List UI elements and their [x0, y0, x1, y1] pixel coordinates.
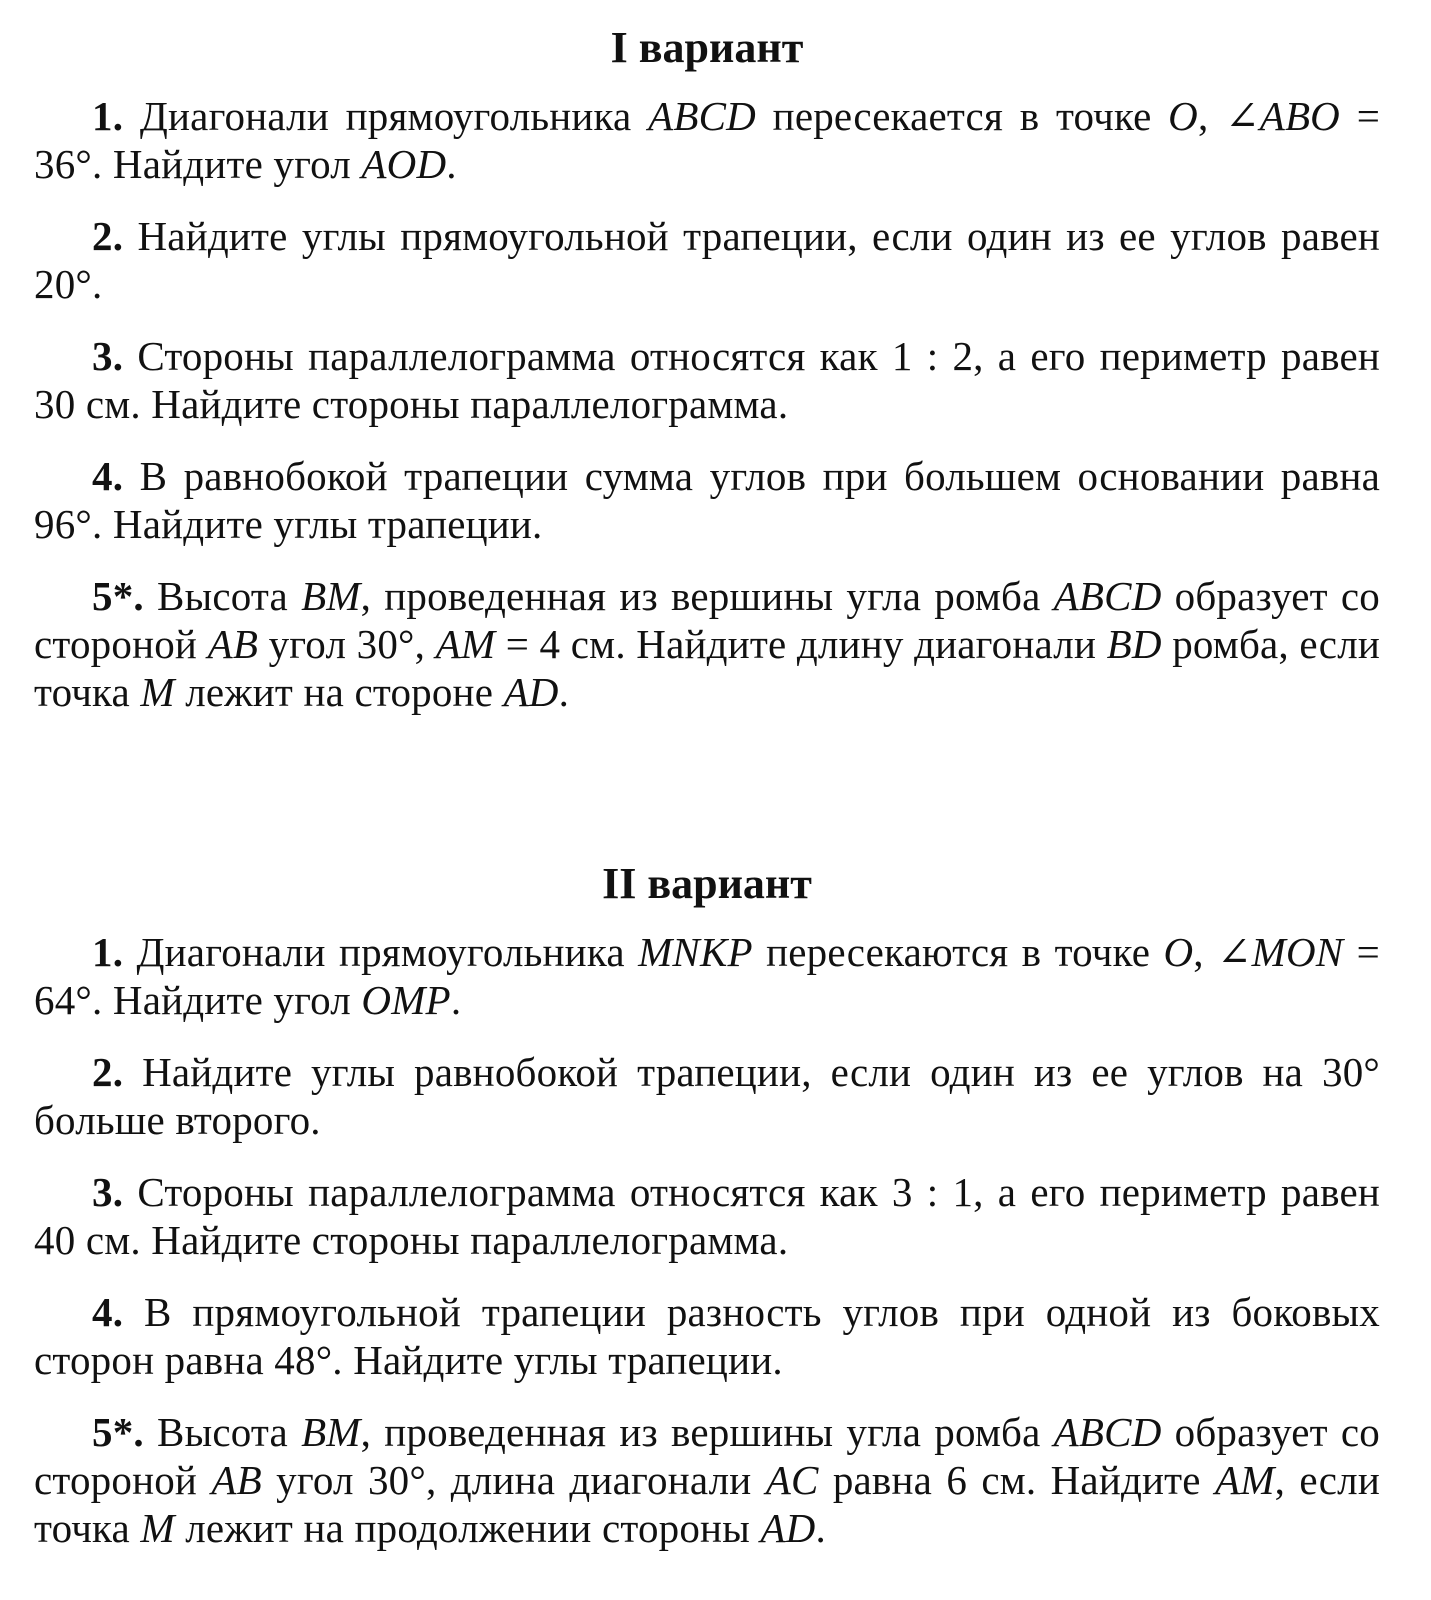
- variant-2-title: II вариант: [602, 859, 812, 908]
- math-symbol: BM: [301, 573, 361, 619]
- task-1-3: [34, 332, 1380, 428]
- variant-2-task-list: [34, 928, 1380, 1552]
- task-number: 3.: [92, 1169, 124, 1215]
- math-symbol: ABCD: [648, 93, 756, 139]
- task-number: 4.: [92, 1289, 124, 1335]
- task-2-3: [34, 1168, 1380, 1264]
- math-symbol: ABCD: [1053, 573, 1162, 619]
- math-symbol: ∠MON: [1217, 929, 1344, 975]
- math-symbol: M: [140, 669, 175, 715]
- task-2-4: [34, 1288, 1380, 1384]
- task-text: Высота: [157, 1409, 302, 1455]
- task-number: 4.: [92, 453, 124, 499]
- math-symbol: M: [140, 1505, 175, 1551]
- task-text: , проведенная из вершины угла ромба: [360, 1409, 1054, 1455]
- math-symbol: MNKP: [638, 929, 753, 975]
- task-1-2: [34, 212, 1380, 308]
- math-symbol: AD: [503, 669, 559, 715]
- task-2-1: [34, 928, 1380, 1024]
- task-text: .: [446, 141, 457, 187]
- task-1-4: [34, 452, 1380, 548]
- task-number: 1.: [92, 93, 124, 139]
- task-text: Диагонали прямоугольника: [136, 929, 639, 975]
- math-symbol: AB: [211, 1457, 262, 1503]
- task-text: ,: [1197, 93, 1226, 139]
- worksheet-page: [34, 22, 1381, 1551]
- task-text: образует со стороной: [34, 1409, 1380, 1503]
- math-symbol: AM: [435, 621, 496, 667]
- task-text: ромба, если точка: [34, 621, 1380, 715]
- task-text: Найдите углы прямоугольной трапеции, если один из ее углов равен 20°.: [34, 213, 1380, 307]
- math-symbol: ∠ABO: [1225, 93, 1340, 139]
- task-number: 3.: [92, 333, 124, 379]
- task-1-5: [34, 572, 1380, 716]
- task-text: , если точка: [34, 1457, 1380, 1551]
- task-text: = 36°. Найдите угол: [34, 93, 1381, 187]
- task-text: = 64°. Найдите угол: [34, 929, 1381, 1023]
- math-symbol: AM: [1215, 1457, 1275, 1503]
- task-text: угол 30°,: [258, 621, 436, 667]
- task-text: Найдите углы равнобокой трапеции, если один из ее углов на 30° больше второго.: [34, 1049, 1380, 1143]
- math-symbol: O: [1163, 929, 1194, 975]
- task-text: угол 30°, длина диагонали: [261, 1457, 766, 1503]
- math-symbol: AOD: [361, 141, 447, 187]
- math-symbol: OMP: [361, 977, 451, 1023]
- task-text: В равнобокой трапеции сумма углов при большем основании равна 96°. Найдите углы трапеции.: [34, 453, 1380, 547]
- task-2-2: [34, 1048, 1380, 1144]
- task-text: пересекается в точке: [755, 93, 1169, 139]
- task-number: 2.: [92, 213, 124, 259]
- task-text: = 4 см. Найдите длину диагонали: [495, 621, 1107, 667]
- task-1-1: [34, 92, 1380, 188]
- variant-1-task-list: [34, 92, 1380, 716]
- math-symbol: O: [1168, 93, 1198, 139]
- task-number: 5*.: [92, 573, 144, 619]
- math-symbol: AD: [760, 1505, 816, 1551]
- math-symbol: AC: [765, 1457, 819, 1503]
- task-text: Высота: [157, 573, 302, 619]
- task-number: 1.: [92, 929, 124, 975]
- task-text: лежит на стороне: [174, 669, 504, 715]
- task-text: равна 6 см. Найдите: [818, 1457, 1215, 1503]
- variant-2-section: [34, 858, 1380, 1576]
- task-text: .: [558, 669, 570, 715]
- task-text: лежит на продолжении стороны: [174, 1505, 761, 1551]
- variant-1-section: [34, 22, 1380, 716]
- math-symbol: BM: [301, 1409, 361, 1455]
- task-text: В прямоугольной трапеции разность углов при одной из боковых сторон равна 48°. Найдите углы трапеции.: [34, 1289, 1380, 1383]
- task-text: Диагонали прямоугольника: [139, 93, 649, 139]
- task-text: образует со стороной: [34, 573, 1380, 667]
- task-text: Стороны параллелограмма относятся как 3 : 1, а его периметр равен 40 см. Найдите стороны параллелограмма.: [34, 1169, 1380, 1263]
- math-symbol: ABCD: [1053, 1409, 1162, 1455]
- variant-1-title: I вариант: [610, 23, 804, 72]
- math-symbol: BD: [1106, 621, 1162, 667]
- task-text: ,: [1193, 929, 1218, 975]
- task-number: 5*.: [92, 1409, 144, 1455]
- task-number: 2.: [92, 1049, 124, 1095]
- task-text: пересекаются в точке: [752, 929, 1164, 975]
- task-text: .: [815, 1505, 826, 1551]
- math-symbol: AB: [207, 621, 259, 667]
- task-text: , проведенная из вершины угла ромба: [360, 573, 1054, 619]
- task-2-5: [34, 1408, 1380, 1552]
- task-text: Стороны параллелограмма относятся как 1 : 2, а его периметр равен 30 см. Найдите стороны параллелограмма.: [34, 333, 1380, 427]
- task-text: .: [450, 977, 462, 1023]
